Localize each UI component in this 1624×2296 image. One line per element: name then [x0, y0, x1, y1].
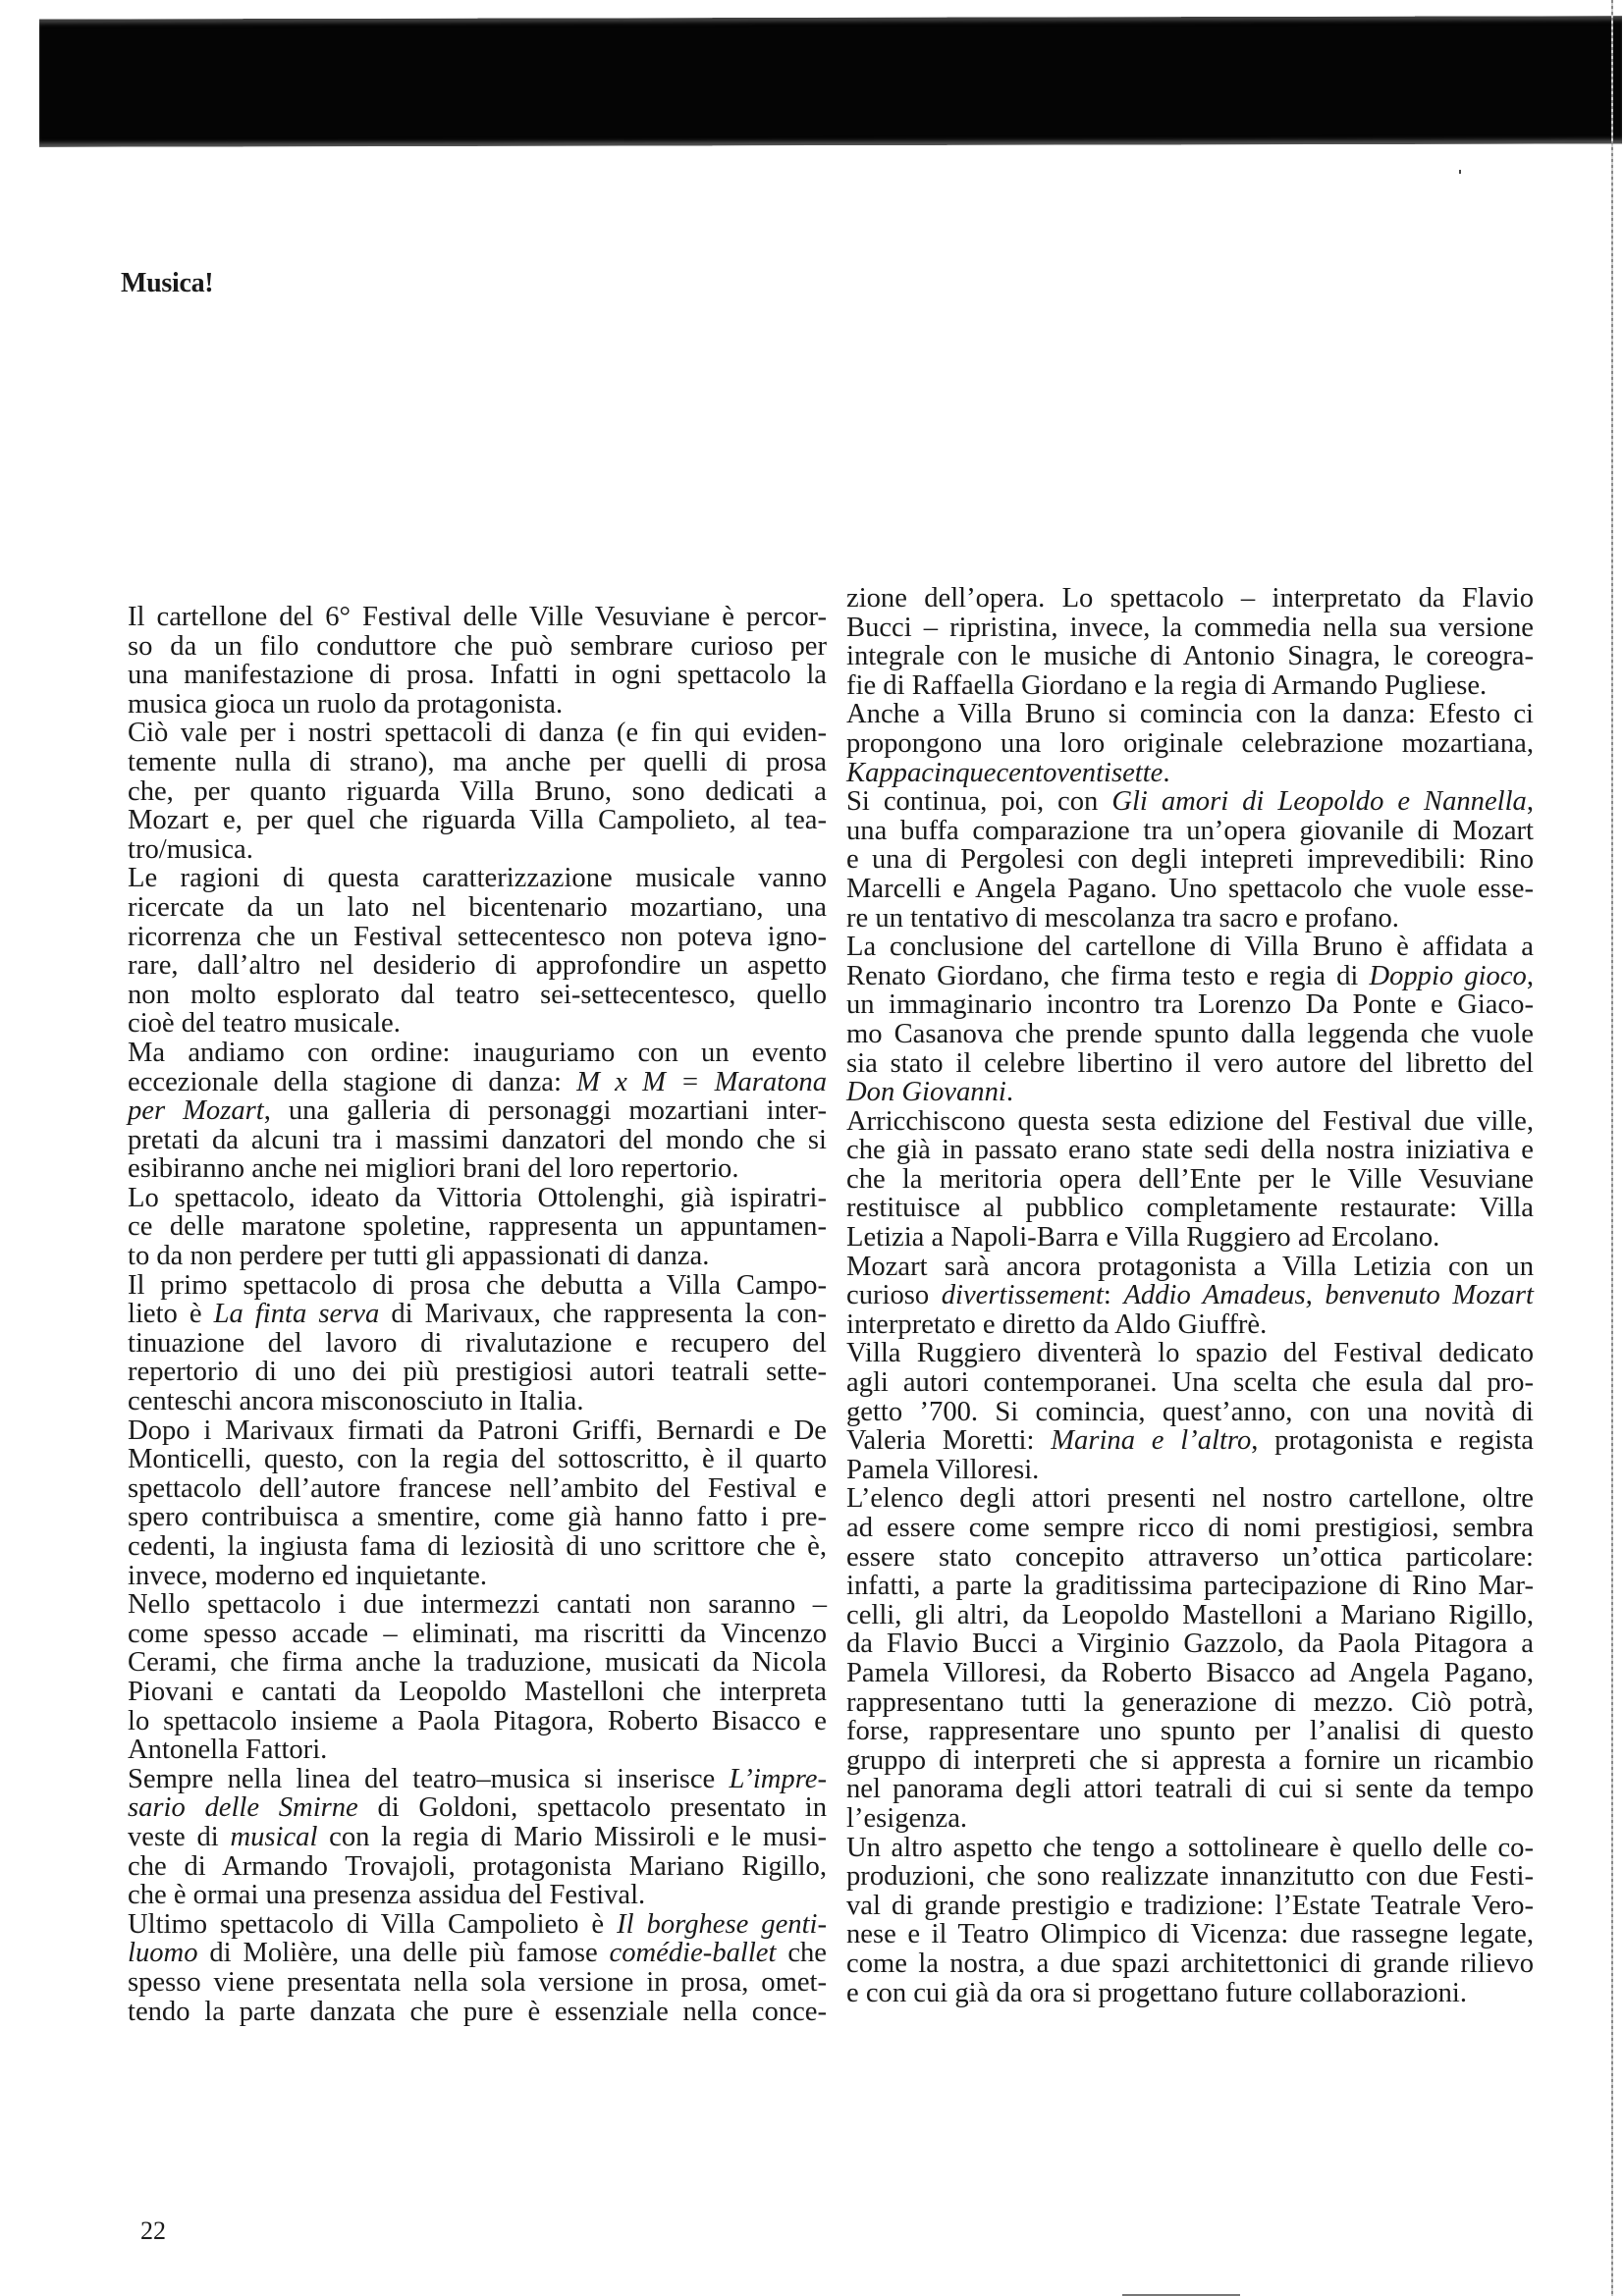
text-line: che la meritoria opera dell’Ente per le Ville Vesuviane	[846, 1163, 1534, 1195]
text-line: essere stato concepito attraverso un’ottica particolare:	[846, 1541, 1534, 1573]
text-line: che è ormai una presenza assidua del Festival.	[128, 1880, 646, 1911]
text-line: repertorio di uno dei più prestigiosi autori teatrali sette-	[128, 1357, 827, 1388]
text-line: ce delle maratone spoletine, rappresenta un appuntamen-	[128, 1211, 827, 1243]
text-column-right	[846, 584, 1534, 2007]
text-line: ad essere come sempre ricco di nomi prestigiosi, sembra	[846, 1513, 1534, 1543]
text-line: Pamela Villoresi.	[846, 1454, 1040, 1485]
text-line: Si continua, poi, con Gli amori di Leopoldo e Nannella,	[846, 786, 1534, 818]
text-line: fie di Raffaella Giordano e la regia di Armando Pugliese.	[846, 669, 1488, 701]
text-line: eccezionale della stagione di danza: M x M = Maratona	[128, 1066, 827, 1097]
text-line: centeschi ancora misconosciuto in Italia.	[128, 1386, 584, 1417]
text-line: to da non perdere per tutti gli appassionati di danza.	[128, 1241, 710, 1272]
text-line: Monticelli, questo, con la regia del sottoscritto, è il quarto	[128, 1444, 827, 1475]
text-line: rappresentano tutti la generazione di mezzo. Ciò potrà,	[846, 1686, 1534, 1718]
text-line: spesso viene presentata nella sola versione in prosa, omet-	[128, 1966, 827, 1998]
text-line: nel panorama degli attori teatrali di cui si sente da tempo	[846, 1774, 1534, 1805]
text-line: Le ragioni di questa caratterizzazione musicale vanno	[128, 863, 827, 894]
text-line: per Mozart, una galleria di personaggi mozartiani inter-	[128, 1095, 827, 1127]
text-line: che, per quanto riguarda Villa Bruno, sono dedicati a	[128, 775, 827, 807]
text-line: esibiranno anche nei migliori brani del loro repertorio.	[128, 1153, 739, 1185]
text-line: non molto esplorato dal teatro sei-settecentesco, quello	[128, 979, 827, 1010]
text-column-left	[128, 603, 827, 2026]
scan-speck	[1459, 170, 1461, 174]
text-line: spero contribuisca a smentire, come già hanno fatto i pre-	[128, 1502, 827, 1533]
text-line: Marcelli e Angela Pagano. Uno spettacolo che vuole esse-	[846, 873, 1534, 904]
text-line: spettacolo dell’autore francese nell’ambito del Festival e	[128, 1472, 827, 1504]
text-line: Valeria Moretti: Marina e l’altro, protagonista e regista	[846, 1425, 1534, 1457]
text-line: nese e il Teatro Olimpico di Vicenza: due rassegne legate,	[846, 1919, 1534, 1950]
text-line: gruppo di interpreti che si appresta a fornire un ricambio	[846, 1744, 1534, 1776]
text-line: integrale con le musiche di Antonio Sinagra, le coreogra-	[846, 641, 1534, 672]
text-line: Mozart sarà ancora protagonista a Villa Letizia con un	[846, 1251, 1534, 1282]
text-line: veste di musical con la regia di Mario Missiroli e le musi-	[128, 1821, 827, 1852]
text-line: temente nulla di strano), ma anche per quelli di prosa	[128, 746, 827, 777]
text-line: Sempre nella linea del teatro–musica si inserisce L’impre-	[128, 1763, 827, 1794]
text-line: Ma andiamo con ordine: inauguriamo con un evento	[128, 1037, 827, 1068]
text-line: so da un filo conduttore che può sembrare curioso per	[128, 630, 827, 662]
text-line: re un tentativo di mescolanza tra sacro e profano.	[846, 902, 1399, 934]
text-line: cioè del teatro musicale.	[128, 1008, 401, 1040]
text-line: cedenti, la ingiusta fama di leziosità di uno scrittore che è,	[128, 1531, 827, 1562]
text-line: L’elenco degli attori presenti nel nostro cartellone, oltre	[846, 1483, 1534, 1515]
text-line: Piovani e cantati da Leopoldo Mastelloni che interpreta	[128, 1676, 827, 1707]
text-line: La conclusione del cartellone di Villa Bruno è affidata a	[846, 932, 1534, 963]
text-line: l’esigenza.	[846, 1802, 968, 1834]
text-line: musica gioca un ruolo da protagonista.	[128, 688, 564, 720]
text-line: tendo la parte danzata che pure è essenziale nella conce-	[128, 1996, 827, 2027]
text-line: getto ’700. Si comincia, quest’anno, con una novità di	[846, 1396, 1534, 1427]
text-line: Letizia a Napoli-Barra e Villa Ruggiero ad Ercolano.	[846, 1222, 1440, 1254]
text-line: Pamela Villoresi, da Roberto Bisacco ad Angela Pagano,	[846, 1657, 1534, 1688]
text-line: Don Giovanni.	[846, 1077, 1013, 1108]
text-line: Il primo spettacolo di prosa che debutta a Villa Campo-	[128, 1269, 827, 1301]
text-line: Anche a Villa Bruno si comincia con la danza: Efesto ci	[846, 699, 1534, 730]
page-title: Musica!	[121, 268, 214, 298]
text-line: restituisce al pubblico completamente restaurate: Villa	[846, 1193, 1534, 1224]
text-line: interpretato e diretto da Aldo Giuffrè.	[846, 1308, 1268, 1340]
text-line: e con cui già da ora si progettano future collaborazioni.	[846, 1977, 1467, 2008]
text-line: tinuazione del lavoro di rivalutazione e recupero del	[128, 1327, 827, 1359]
text-line: una buffa comparazione tra un’opera giovanile di Mozart	[846, 815, 1534, 846]
text-line: Ultimo spettacolo di Villa Campolieto è Il borghese genti-	[128, 1908, 827, 1940]
text-line: mo Casanova che prende spunto dalla leggenda che vuole	[846, 1018, 1534, 1049]
text-line: rare, dall’altro nel desiderio di approfondire un aspetto	[128, 950, 827, 982]
text-line: Dopo i Marivaux firmati da Patroni Griffi, Bernardi e De	[128, 1415, 827, 1446]
text-line: pretati da alcuni tra i massimi danzatori del mondo che si	[128, 1124, 827, 1155]
text-line: zione dell’opera. Lo spettacolo – interpretato da Flavio	[846, 583, 1534, 614]
text-line: agli autori contemporanei. Una scelta che esula dal pro-	[846, 1367, 1534, 1399]
text-line: Arricchiscono questa sesta edizione del Festival due ville,	[846, 1105, 1534, 1137]
text-line: invece, moderno ed inquietante.	[128, 1560, 488, 1591]
text-line: tro/musica.	[128, 833, 253, 865]
text-line: Antonella Fattori.	[128, 1735, 328, 1766]
text-line: lo spettacolo insieme a Paola Pitagora, Roberto Bisacco e	[128, 1705, 827, 1736]
text-line: una manifestazione di prosa. Infatti in ogni spettacolo la	[128, 660, 827, 691]
text-line: infatti, a parte la graditissima partecipazione di Rino Mar-	[846, 1571, 1534, 1602]
text-line: Renato Giordano, che firma testo e regia di Doppio gioco,	[846, 960, 1534, 991]
text-line: come la nostra, a due spazi architettonici di grande rilievo	[846, 1948, 1534, 1979]
text-line: Mozart e, per quel che riguarda Villa Campolieto, al tea-	[128, 805, 827, 836]
text-line: Un altro aspetto che tengo a sottolineare è quello delle co-	[846, 1832, 1534, 1863]
text-line: Lo spettacolo, ideato da Vittoria Ottolenghi, già ispiratri-	[128, 1182, 827, 1213]
page-edge-scan-artifact	[1611, 0, 1613, 2296]
text-line: ricorrenza che un Festival settecentesco non poteva igno-	[128, 921, 827, 952]
text-line: luomo di Molière, una delle più famose comédie-ballet che	[128, 1938, 827, 1969]
header-band	[39, 16, 1622, 146]
text-line: Villa Ruggiero diventerà lo spazio del Festival dedicato	[846, 1338, 1534, 1369]
text-line: lieto è La finta serva di Marivaux, che rappresenta la con-	[128, 1299, 827, 1330]
text-line: Bucci – ripristina, invece, la commedia nella sua versione	[846, 612, 1534, 643]
text-line: Cerami, che firma anche la traduzione, musicati da Nicola	[128, 1647, 827, 1679]
text-line: ricercate da un lato nel bicentenario mozartiano, una	[128, 891, 827, 923]
text-line: che di Armando Trovajoli, protagonista Mariano Rigillo,	[128, 1850, 827, 1882]
text-line: Il cartellone del 6° Festival delle Ville Vesuviane è percor-	[128, 602, 827, 632]
text-line: propongono una loro originale celebrazione mozartiana,	[846, 727, 1534, 759]
text-line: celli, gli altri, da Leopoldo Mastelloni a Mariano Rigillo,	[846, 1599, 1534, 1630]
text-line: curioso divertissement: Addio Amadeus, benvenuto Mozart	[846, 1280, 1535, 1311]
text-line: un immaginario incontro tra Lorenzo Da Ponte e Giaco-	[846, 989, 1534, 1021]
text-line: da Flavio Bucci a Virginio Gazzolo, da Paola Pitagora a	[846, 1629, 1534, 1660]
text-line: Nello spettacolo i due intermezzi cantati non saranno –	[128, 1589, 827, 1621]
text-line: che già in passato erano state sedi della nostra iniziativa e	[846, 1135, 1534, 1166]
text-line: Kappacinquecentoventisette.	[846, 757, 1170, 788]
text-line: e una di Pergolesi con degli intepreti imprevedibili: Rino	[846, 844, 1534, 876]
text-line: Ciò vale per i nostri spettacoli di danza (e fin qui eviden-	[128, 718, 827, 749]
text-line: val di grande prestigio e tradizione: l’Estate Teatrale Vero-	[846, 1890, 1534, 1921]
text-line: forse, rappresentare uno spunto per l’analisi di questo	[846, 1716, 1534, 1747]
text-line: come spesso accade – eliminati, ma riscritti da Vincenzo	[128, 1618, 827, 1649]
text-line: sario delle Smirne di Goldoni, spettacolo presentato in	[128, 1792, 827, 1824]
page-number: 22	[140, 2216, 166, 2245]
text-line: sia stato il celebre libertino il vero autore del libretto del	[846, 1047, 1534, 1079]
text-line: produzioni, che sono realizzate innanzitutto con due Festi-	[846, 1861, 1534, 1893]
